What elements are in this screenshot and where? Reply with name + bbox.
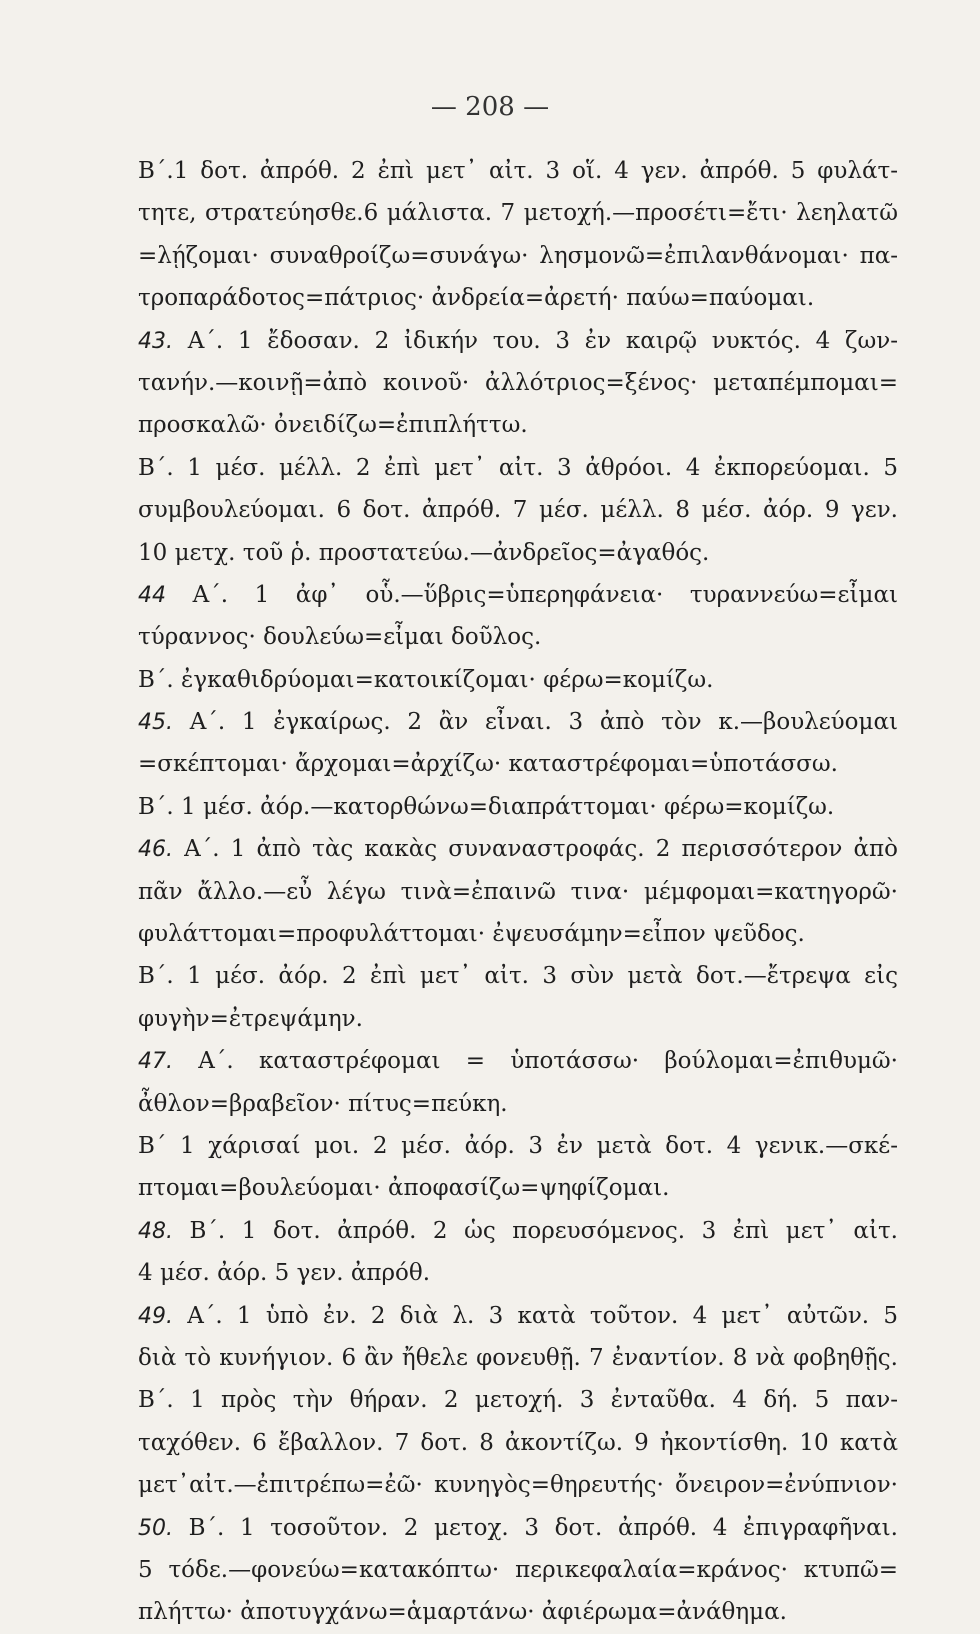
exercise-number: 50. xyxy=(138,1515,173,1541)
line-text: Β΄. 1 μέσ. ἀόρ. 2 ἐπὶ μετ᾿ αἰτ. 3 σὺν μετὰ δοτ.—ἔτρεψα εἰς xyxy=(138,963,898,990)
line-text: ἆθλον=βραβεῖον· πίτυς=πεύκη. xyxy=(138,1090,508,1117)
exercise-number: 43. xyxy=(138,328,173,354)
text-line xyxy=(138,235,898,277)
text-line xyxy=(138,616,898,658)
text-line xyxy=(138,320,898,362)
line-text: =λῄζομαι· συναθροίζω=συνάγω· λησμονῶ=ἐπιλανθάνομαι· πα- xyxy=(138,242,898,269)
text-line xyxy=(138,1422,898,1464)
line-text: πλήττω· ἀποτυγχάνω=ἁμαρτάνω· ἀφιέρωμα=ἀνάθημα. xyxy=(138,1599,787,1626)
text-line xyxy=(138,1252,898,1294)
text-line xyxy=(138,574,898,616)
text-line xyxy=(138,913,898,955)
line-text: τύραννος· δουλεύω=εἶμαι δοῦλος. xyxy=(138,624,542,651)
text-line xyxy=(138,362,898,404)
text-line xyxy=(138,489,898,531)
line-text: 4 μέσ. ἀόρ. 5 γεν. ἀπρόθ. xyxy=(138,1260,431,1287)
line-text: Β΄. 1 μέσ. μέλλ. 2 ἐπὶ μετ᾿ αἰτ. 3 ἀθρόοι. 4 ἐκπορεύομαι. 5 xyxy=(138,454,898,481)
text-line xyxy=(138,1549,898,1591)
text-line xyxy=(138,786,898,828)
line-text: Α΄. 1 ἀφ᾿ οὗ.—ὕβρις=ὑπερηφάνεια· τυραννεύω=εἶμαι xyxy=(166,581,898,608)
text-line xyxy=(138,1507,898,1549)
text-line xyxy=(138,998,898,1040)
line-text: συμβουλεύομαι. 6 δοτ. ἀπρόθ. 7 μέσ. μέλλ. 8 μέσ. ἀόρ. 9 γεν. xyxy=(138,497,898,524)
line-text: Β΄ 1 χάρισαί μοι. 2 μέσ. ἀόρ. 3 ἐν μετὰ δοτ. 4 γενικ.—σκέ- xyxy=(138,1132,898,1159)
text-line xyxy=(138,277,898,319)
text-line xyxy=(138,1295,898,1337)
line-text: Β΄. 1 τοσοῦτον. 2 μετοχ. 3 δοτ. ἀπρόθ. 4 ἐπιγραφῆναι. xyxy=(173,1514,898,1541)
line-text: 10 μετχ. τοῦ ῥ. προστατεύω.—ἀνδρεῖος=ἀγαθός. xyxy=(138,539,710,566)
line-text: Α΄. 1 ἔδοσαν. 2 ἰδικήν του. 3 ἐν καιρῷ νυκτός. 4 ζων- xyxy=(173,327,898,354)
text-line xyxy=(138,1591,898,1633)
text-line xyxy=(138,743,898,785)
text-line xyxy=(138,1040,898,1082)
exercise-number: 48. xyxy=(138,1218,173,1244)
body-text xyxy=(138,150,898,1634)
line-text: τροπαράδοτος=πάτριος· ἀνδρεία=ἀρετή· παύω=παύομαι. xyxy=(138,285,815,312)
exercise-number: 44 xyxy=(138,582,166,608)
line-text: Β΄. ἐγκαθιδρύομαι=κατοικίζομαι· φέρω=κομίζω. xyxy=(138,666,714,693)
line-text: μετ᾿αἰτ.—ἐπιτρέπω=ἐῶ· κυνηγὸς=θηρευτής· ὄνειρον=ἐνύπνιον· xyxy=(138,1472,898,1499)
line-text: πτομαι=βουλεύομαι· ἀποφασίζω=ψηφίζομαι. xyxy=(138,1175,670,1202)
text-line xyxy=(138,1464,898,1506)
text-line xyxy=(138,1337,898,1379)
line-text: Α΄. 1 ἀπὸ τὰς κακὰς συναναστροφάς. 2 περισσότερον ἀπὸ xyxy=(173,836,898,863)
text-line xyxy=(138,1083,898,1125)
text-line xyxy=(138,828,898,870)
line-text: Β΄. 1 μέσ. ἀόρ.—κατορθώνω=διαπράττομαι· φέρω=κομίζω. xyxy=(138,793,835,820)
text-line xyxy=(138,955,898,997)
line-text: Β΄.1 δοτ. ἀπρόθ. 2 ἐπὶ μετ᾿ αἰτ. 3 οἵ. 4 γεν. ἀπρόθ. 5 φυλάτ- xyxy=(138,158,898,184)
line-text: φυλάττομαι=προφυλάττομαι· ἐψευσάμην=εἶπον ψεῦδος. xyxy=(138,921,805,948)
line-text: πᾶν ἄλλο.—εὖ λέγω τινὰ=ἐπαινῶ τινα· μέμφομαι=κατηγορῶ· xyxy=(138,878,898,905)
text-line xyxy=(138,701,898,743)
text-line xyxy=(138,1379,898,1421)
line-text: Α΄. 1 ὑπὸ ἐν. 2 διὰ λ. 3 κατὰ τοῦτον. 4 μετ᾿ αὐτῶν. 5 xyxy=(173,1302,898,1329)
text-line xyxy=(138,192,898,234)
text-line xyxy=(138,404,898,446)
line-text: φυγὴν=ἐτρεψάμην. xyxy=(138,1005,363,1032)
text-line xyxy=(138,532,898,574)
exercise-number: 47. xyxy=(138,1049,173,1075)
line-text: Β΄. 1 δοτ. ἀπρόθ. 2 ὡς πορευσόμενος. 3 ἐπὶ μετ᾿ αἰτ. xyxy=(173,1217,898,1244)
line-text: διὰ τὸ κυνήγιον. 6 ἂν ἤθελε φονευθῇ. 7 ἐναντίον. 8 νὰ φοβηθῇς. xyxy=(138,1344,898,1371)
line-text: =σκέπτομαι· ἄρχομαι=ἀρχίζω· καταστρέφομαι=ὑποτάσσω. xyxy=(138,751,838,778)
text-line xyxy=(138,1167,898,1209)
text-line xyxy=(138,871,898,913)
line-text: τητε, στρατεύησθε.6 μάλιστα. 7 μετοχή.—προσέτι=ἔτι· λεηλατῶ xyxy=(138,200,898,227)
line-text: προσκαλῶ· ὀνειδίζω=ἐπιπλήττω. xyxy=(138,412,528,439)
line-text: ταχόθεν. 6 ἔβαλλον. 7 δοτ. 8 ἀκοντίζω. 9 ἠκοντίσθη. 10 κατὰ xyxy=(138,1429,898,1456)
page-number: — 208 — xyxy=(430,92,550,122)
text-line xyxy=(138,1125,898,1167)
text-line xyxy=(138,659,898,701)
exercise-number: 45. xyxy=(138,710,173,736)
line-text: 5 τόδε.—φονεύω=κατακόπτω· περικεφαλαία=κράνος· κτυπῶ= xyxy=(138,1556,898,1583)
line-text: Α΄. καταστρέφομαι = ὑποτάσσω· βούλομαι=ἐπιθυμῶ· xyxy=(173,1048,898,1075)
exercise-number: 49. xyxy=(138,1303,173,1329)
exercise-number: 46. xyxy=(138,837,173,863)
text-line xyxy=(138,1210,898,1252)
line-text: τανήν.—κοινῇ=ἀπὸ κοινοῦ· ἀλλότριος=ξένος· μεταπέμπομαι= xyxy=(138,369,898,396)
line-text: Α΄. 1 ἐγκαίρως. 2 ἂν εἶναι. 3 ἀπὸ τὸν κ.—βουλεύομαι xyxy=(173,709,898,736)
text-line xyxy=(138,447,898,489)
line-text: Β΄. 1 πρὸς τὴν θήραν. 2 μετοχή. 3 ἐνταῦθα. 4 δή. 5 παν- xyxy=(138,1387,898,1414)
text-line xyxy=(138,150,898,192)
